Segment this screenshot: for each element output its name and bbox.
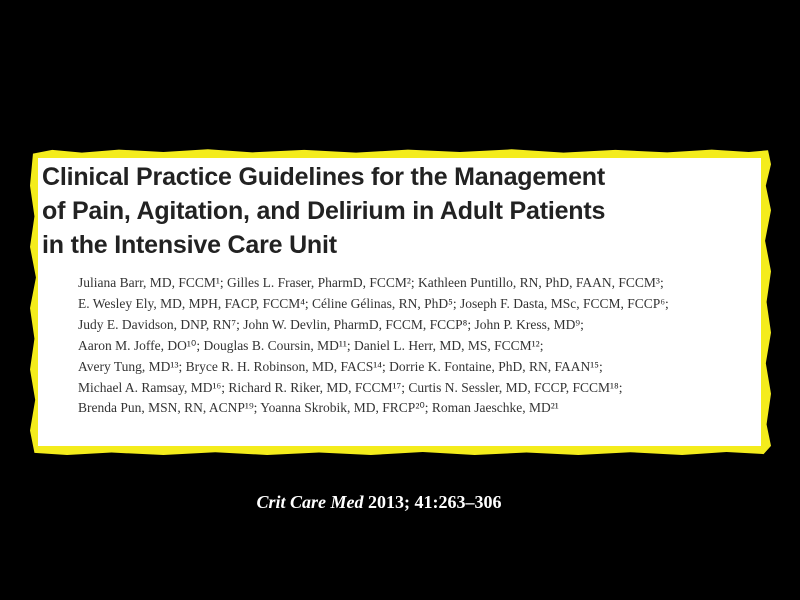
title-line: in the Intensive Care Unit (42, 231, 337, 259)
author-line: Brenda Pun, MSN, RN, ACNP¹⁹; Yoanna Skrobik, MD, FRCP²⁰; Roman Jaeschke, MD²¹ (78, 400, 559, 416)
author-line: Avery Tung, MD¹³; Bryce R. H. Robinson, MD, FACS¹⁴; Dorrie K. Fontaine, PhD, RN, FAAN¹⁵; (78, 358, 603, 374)
author-line: Juliana Barr, MD, FCCM¹; Gilles L. Fraser, PharmD, FCCM²; Kathleen Puntillo, RN, PhD, FAAN, FCCM³; (78, 275, 664, 290)
article-title (42, 160, 742, 262)
title-line: of Pain, Agitation, and Delirium in Adult Patients (42, 197, 606, 225)
author-line: Michael A. Ramsay, MD¹⁶; Richard R. Riker, MD, FCCM¹⁷; Curtis N. Sessler, MD, FCCP, FCCM¹⁸; (78, 379, 623, 395)
author-line: E. Wesley Ely, MD, MPH, FACP, FCCM⁴; Céline Gélinas, RN, PhD⁵; Joseph F. Dasta, MSc, FCCM, FCCP⁶; (78, 295, 669, 311)
author-list (78, 273, 758, 419)
author-line: Judy E. Davidson, DNP, RN⁷; John W. Devlin, PharmD, FCCM, FCCP⁸; John P. Kress, MD⁹; (78, 316, 584, 332)
author-line: Aaron M. Joffe, DO¹⁰; Douglas B. Coursin, MD¹¹; Daniel L. Herr, MD, MS, FCCM¹²; (78, 337, 544, 353)
citation-details: 2013; 41:263–306 (363, 492, 502, 512)
citation-journal: Crit Care Med (256, 492, 364, 512)
citation (0, 492, 758, 513)
title-line: Clinical Practice Guidelines for the Management (42, 163, 605, 191)
